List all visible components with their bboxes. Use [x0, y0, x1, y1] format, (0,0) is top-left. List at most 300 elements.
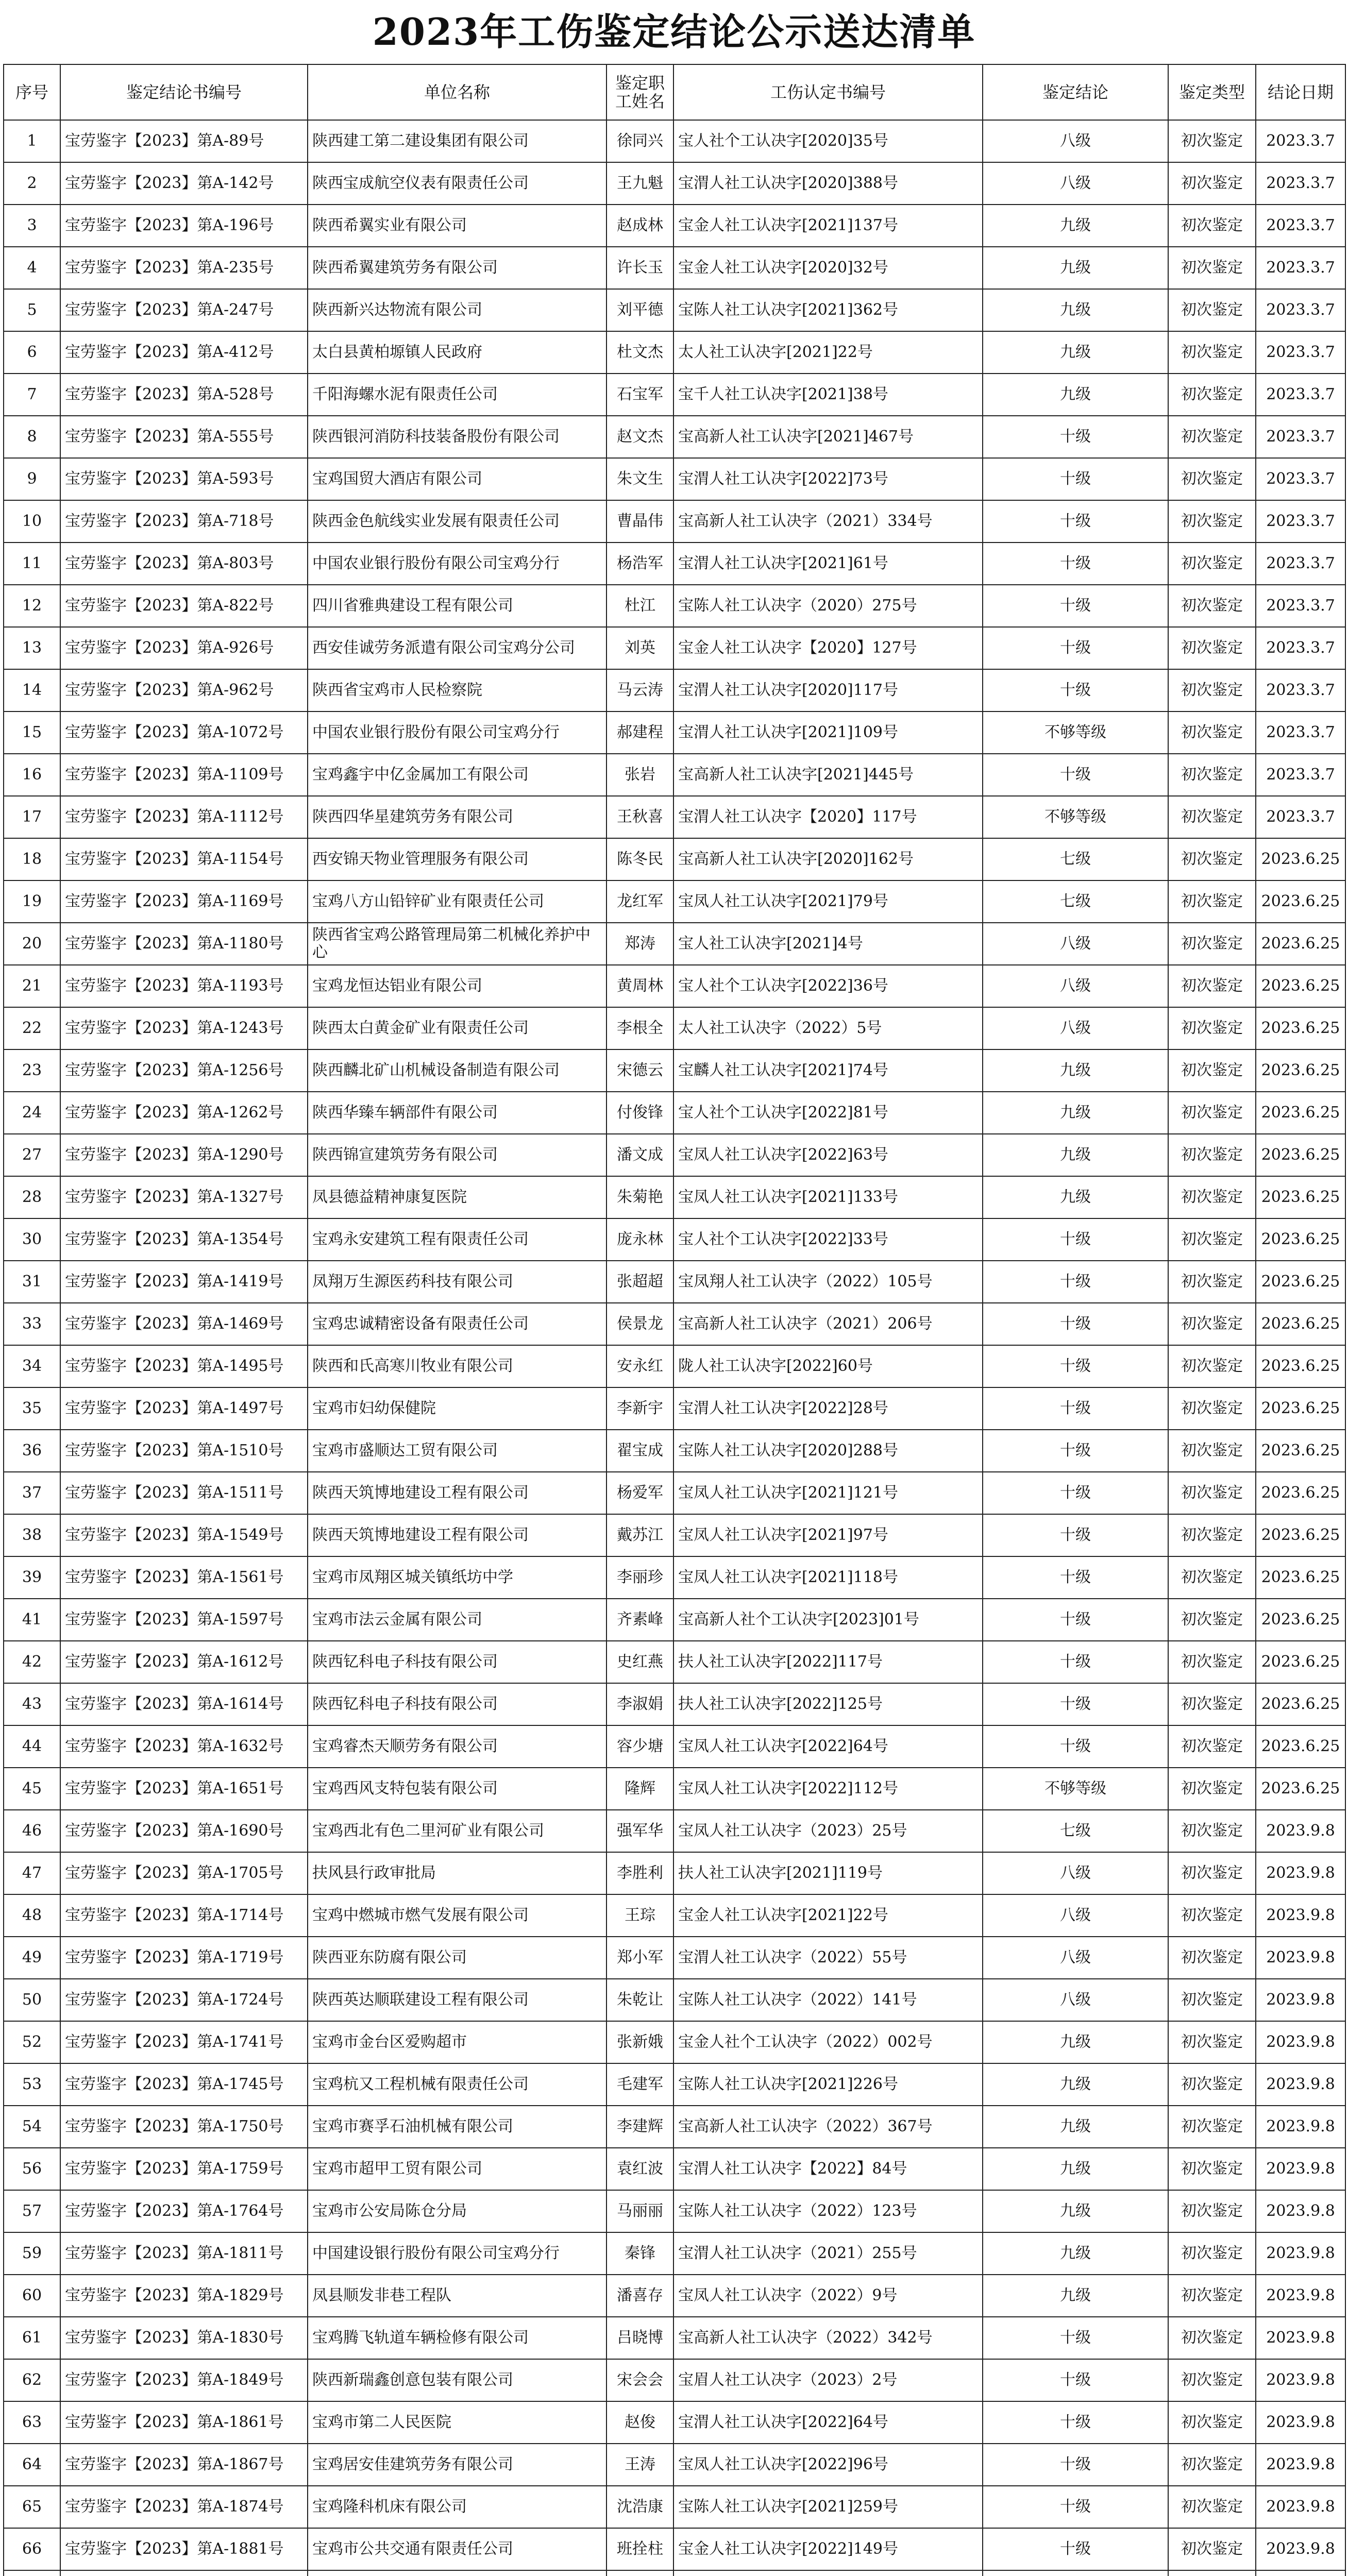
cell-index: 37: [4, 1472, 60, 1514]
cell-date: 2023.9.8: [1256, 2232, 1345, 2275]
cell-date: 2023.6.25: [1256, 1007, 1345, 1049]
cell-index: 52: [4, 2021, 60, 2063]
table-row: [4, 627, 1345, 669]
cell-employer: 陕西建工第二建设集团有限公司: [308, 120, 606, 162]
table-row: [4, 2148, 1345, 2190]
header-cell-injury-cert-no: 工伤认定书编号: [673, 64, 983, 120]
cell-employer: [308, 2570, 606, 2576]
cell-date: 2023.6.25: [1256, 1092, 1345, 1134]
cell-employer: 陕西新瑞鑫创意包装有限公司: [308, 2359, 606, 2401]
cell-conclusion: 十级: [983, 2317, 1168, 2359]
cell-worker-name: 赵俊: [606, 2401, 673, 2444]
cell-date: 2023.6.25: [1256, 1261, 1345, 1303]
table-row: [4, 374, 1345, 416]
cell-date: 2023.9.8: [1256, 2021, 1345, 2063]
table-row: [4, 1472, 1345, 1514]
table-row: [4, 205, 1345, 247]
table-row: [4, 1852, 1345, 1894]
cell-employer: 陕西四华星建筑劳务有限公司: [308, 796, 606, 838]
cell-conclusion-no: 宝劳鉴字【2023】第A-1262号: [60, 1092, 308, 1134]
cell-type: 初次鉴定: [1168, 2106, 1256, 2148]
cell-type: 初次鉴定: [1168, 838, 1256, 880]
cell-injury-cert-no: 宝人社个工认决字[2022]33号: [673, 1218, 983, 1261]
table-row: [4, 1641, 1345, 1683]
cell-type: 初次鉴定: [1168, 1007, 1256, 1049]
cell-employer: 西安锦天物业管理服务有限公司: [308, 838, 606, 880]
cell-conclusion-no: 宝劳鉴字【2023】第A-1829号: [60, 2275, 308, 2317]
cell-worker-name: 杨爱军: [606, 1472, 673, 1514]
cell-conclusion: 十级: [983, 1345, 1168, 1387]
cell-date: 2023.6.25: [1256, 1683, 1345, 1725]
cell-type: 初次鉴定: [1168, 1556, 1256, 1599]
cell-worker-name: 李淑娟: [606, 1683, 673, 1725]
cell-conclusion-no: 宝劳鉴字【2023】第A-1714号: [60, 1894, 308, 1937]
cell-date: 2023.3.7: [1256, 374, 1345, 416]
cell-type: 初次鉴定: [1168, 1345, 1256, 1387]
cell-employer: 宝鸡市金台区爱购超市: [308, 2021, 606, 2063]
table-row: [4, 1430, 1345, 1472]
cell-conclusion: 七级: [983, 880, 1168, 923]
cell-index: 59: [4, 2232, 60, 2275]
cell-conclusion-no: 宝劳鉴字【2023】第A-1651号: [60, 1768, 308, 1810]
cell-index: 66: [4, 2528, 60, 2570]
cell-conclusion-no: 宝劳鉴字【2023】第A-1759号: [60, 2148, 308, 2190]
cell-employer: 宝鸡市赛孚石油机械有限公司: [308, 2106, 606, 2148]
cell-type: 初次鉴定: [1168, 2190, 1256, 2232]
cell-date: 2023.9.8: [1256, 2317, 1345, 2359]
table-row: [4, 923, 1345, 965]
cell-injury-cert-no: 宝凤人社工认决字[2022]96号: [673, 2444, 983, 2486]
header-cell-conclusion-no: 鉴定结论书编号: [60, 64, 308, 120]
cell-conclusion: 十级: [983, 1683, 1168, 1725]
cell-worker-name: 石宝军: [606, 374, 673, 416]
cell-type: 初次鉴定: [1168, 2486, 1256, 2528]
cell-employer: 扶风县行政审批局: [308, 1852, 606, 1894]
cell-worker-name: 张岩: [606, 754, 673, 796]
cell-index: 20: [4, 923, 60, 965]
cell-conclusion: 九级: [983, 374, 1168, 416]
table-row: [4, 1768, 1345, 1810]
cell-date: 2023.6.25: [1256, 1768, 1345, 1810]
cell-injury-cert-no: 宝陈人社工认决字（2022）141号: [673, 1979, 983, 2021]
cell-date: 2023.6.25: [1256, 1430, 1345, 1472]
cell-employer: 陕西太白黄金矿业有限责任公司: [308, 1007, 606, 1049]
cell-conclusion: 十级: [983, 669, 1168, 711]
cell-type: 初次鉴定: [1168, 754, 1256, 796]
cell-injury-cert-no: 宝陈人社工认决字（2022）123号: [673, 2190, 983, 2232]
cell-conclusion: 九级: [983, 1176, 1168, 1218]
table-row: [4, 2401, 1345, 2444]
cell-injury-cert-no: 宝千人社工认决字[2021]38号: [673, 374, 983, 416]
cell-date: 2023.3.7: [1256, 458, 1345, 500]
cell-index: 4: [4, 247, 60, 289]
table-row: [4, 1387, 1345, 1430]
cell-employer: 中国农业银行股份有限公司宝鸡分行: [308, 543, 606, 585]
cell-conclusion-no: 宝劳鉴字【2023】第A-1497号: [60, 1387, 308, 1430]
cell-date: 2023.9.8: [1256, 2528, 1345, 2570]
cell-type: 初次鉴定: [1168, 923, 1256, 965]
cell-conclusion-no: 宝劳鉴字【2023】第A-718号: [60, 500, 308, 543]
cell-index: 8: [4, 416, 60, 458]
cell-employer: 宝鸡睿杰天顺劳务有限公司: [308, 1725, 606, 1768]
cell-employer: 陕西省宝鸡市人民检察院: [308, 669, 606, 711]
cell-conclusion: 十级: [983, 416, 1168, 458]
table-row: [4, 2570, 1345, 2576]
cell-conclusion: 九级: [983, 1049, 1168, 1092]
table-row: [4, 416, 1345, 458]
cell-date: 2023.3.7: [1256, 162, 1345, 205]
cell-type: 初次鉴定: [1168, 1852, 1256, 1894]
table-row: [4, 247, 1345, 289]
cell-conclusion-no: 宝劳鉴字【2023】第A-1112号: [60, 796, 308, 838]
cell-index: 21: [4, 965, 60, 1007]
cell-date: 2023.6.25: [1256, 1599, 1345, 1641]
cell-conclusion: 九级: [983, 2275, 1168, 2317]
cell-index: 23: [4, 1049, 60, 1092]
cell-date: 2023.3.7: [1256, 711, 1345, 754]
cell-conclusion-no: 宝劳鉴字【2023】第A-1745号: [60, 2063, 308, 2106]
cell-injury-cert-no: 宝凤人社工认决字[2022]63号: [673, 1134, 983, 1176]
cell-injury-cert-no: 扶人社工认决字[2022]117号: [673, 1641, 983, 1683]
header-cell-worker-name: 鉴定职工姓名: [606, 64, 673, 120]
table-row: [4, 1134, 1345, 1176]
cell-injury-cert-no: 宝凤人社工认决字[2021]133号: [673, 1176, 983, 1218]
cell-worker-name: 龙红军: [606, 880, 673, 923]
cell-employer: 陕西钇科电子科技有限公司: [308, 1641, 606, 1683]
cell-date: 2023.9.8: [1256, 2106, 1345, 2148]
cell-type: 初次鉴定: [1168, 374, 1256, 416]
cell-employer: 陕西天筑博地建设工程有限公司: [308, 1514, 606, 1556]
cell-date: 2023.3.7: [1256, 754, 1345, 796]
cell-index: 14: [4, 669, 60, 711]
table-row: [4, 2528, 1345, 2570]
table-row: [4, 543, 1345, 585]
cell-injury-cert-no: 宝高新人社工认决字[2020]162号: [673, 838, 983, 880]
cell-worker-name: 秦锋: [606, 2232, 673, 2275]
table-row: [4, 1810, 1345, 1852]
cell-injury-cert-no: 宝金人社个工认决字（2022）002号: [673, 2021, 983, 2063]
table-row: [4, 2317, 1345, 2359]
cell-injury-cert-no: 太人社工认决字（2022）5号: [673, 1007, 983, 1049]
cell-conclusion: 十级: [983, 2444, 1168, 2486]
table-row: [4, 458, 1345, 500]
cell-conclusion: 十级: [983, 458, 1168, 500]
cell-injury-cert-no: 宝高新人社工认决字[2021]445号: [673, 754, 983, 796]
cell-date: 2023.9.8: [1256, 2148, 1345, 2190]
table-row: [4, 1725, 1345, 1768]
cell-type: 初次鉴定: [1168, 1218, 1256, 1261]
cell-type: 初次鉴定: [1168, 2063, 1256, 2106]
cell-injury-cert-no: 扶人社工认决字[2022]125号: [673, 1683, 983, 1725]
cell-conclusion-no: 宝劳鉴字【2023】第A-593号: [60, 458, 308, 500]
cell-conclusion-no: 宝劳鉴字【2023】第A-1764号: [60, 2190, 308, 2232]
cell-date: 2023.6.25: [1256, 923, 1345, 965]
cell-worker-name: 徐同兴: [606, 120, 673, 162]
cell-index: 33: [4, 1303, 60, 1345]
cell-conclusion-no: 宝劳鉴字【2023】第A-1290号: [60, 1134, 308, 1176]
cell-employer: 宝鸡西风支特包装有限公司: [308, 1768, 606, 1810]
table-row: [4, 289, 1345, 331]
cell-injury-cert-no: 宝渭人社工认决字[2022]73号: [673, 458, 983, 500]
cell-conclusion: 九级: [983, 2232, 1168, 2275]
cell-index: 64: [4, 2444, 60, 2486]
cell-conclusion-no: [60, 2570, 308, 2576]
cell-index: 49: [4, 1937, 60, 1979]
cell-conclusion: 九级: [983, 247, 1168, 289]
cell-date: 2023.6.25: [1256, 1556, 1345, 1599]
cell-injury-cert-no: 宝眉人社工认决字（2023）2号: [673, 2359, 983, 2401]
cell-type: 初次鉴定: [1168, 1430, 1256, 1472]
cell-injury-cert-no: 宝高新人社工认决字（2021）334号: [673, 500, 983, 543]
cell-type: 初次鉴定: [1168, 669, 1256, 711]
cell-injury-cert-no: 宝高新人社工认决字（2022）367号: [673, 2106, 983, 2148]
cell-employer: 陕西新兴达物流有限公司: [308, 289, 606, 331]
cell-type: 初次鉴定: [1168, 1134, 1256, 1176]
cell-date: 2023.3.7: [1256, 416, 1345, 458]
cell-worker-name: [606, 2570, 673, 2576]
table-row: [4, 2359, 1345, 2401]
cell-date: 2023.6.25: [1256, 1176, 1345, 1218]
cell-date: 2023.9.8: [1256, 2063, 1345, 2106]
cell-employer: 凤县顺发非巷工程队: [308, 2275, 606, 2317]
cell-conclusion-no: 宝劳鉴字【2023】第A-1811号: [60, 2232, 308, 2275]
table-row: [4, 2275, 1345, 2317]
cell-conclusion-no: 宝劳鉴字【2023】第A-1614号: [60, 1683, 308, 1725]
cell-type: 初次鉴定: [1168, 1387, 1256, 1430]
table-row: [4, 880, 1345, 923]
cell-employer: 陕西天筑博地建设工程有限公司: [308, 1472, 606, 1514]
cell-worker-name: 潘文成: [606, 1134, 673, 1176]
cell-employer: 凤县德益精神康复医院: [308, 1176, 606, 1218]
cell-conclusion-no: 宝劳鉴字【2023】第A-1849号: [60, 2359, 308, 2401]
cell-index: 15: [4, 711, 60, 754]
cell-date: 2023.3.7: [1256, 289, 1345, 331]
table-row: [4, 1937, 1345, 1979]
cell-conclusion-no: 宝劳鉴字【2023】第A-1243号: [60, 1007, 308, 1049]
cell-type: 初次鉴定: [1168, 1092, 1256, 1134]
cell-date: 2023.6.25: [1256, 1218, 1345, 1261]
cell-index: 56: [4, 2148, 60, 2190]
cell-worker-name: 朱文生: [606, 458, 673, 500]
cell-employer: 宝鸡腾飞轨道车辆检修有限公司: [308, 2317, 606, 2359]
cell-worker-name: 曹晶伟: [606, 500, 673, 543]
cell-conclusion: 八级: [983, 1979, 1168, 2021]
cell-index: 5: [4, 289, 60, 331]
table-row: [4, 120, 1345, 162]
cell-employer: 宝鸡市盛顺达工贸有限公司: [308, 1430, 606, 1472]
cell-worker-name: 黄周林: [606, 965, 673, 1007]
table-row: [4, 2190, 1345, 2232]
cell-employer: 宝鸡忠诚精密设备有限责任公司: [308, 1303, 606, 1345]
cell-conclusion-no: 宝劳鉴字【2023】第A-1193号: [60, 965, 308, 1007]
cell-index: 13: [4, 627, 60, 669]
cell-worker-name: 马云涛: [606, 669, 673, 711]
cell-type: 初次鉴定: [1168, 120, 1256, 162]
cell-type: 初次鉴定: [1168, 1937, 1256, 1979]
table-row: [4, 1261, 1345, 1303]
cell-worker-name: 潘喜存: [606, 2275, 673, 2317]
cell-conclusion-no: 宝劳鉴字【2023】第A-1881号: [60, 2528, 308, 2570]
cell-conclusion: 十级: [983, 1261, 1168, 1303]
cell-conclusion-no: 宝劳鉴字【2023】第A-1354号: [60, 1218, 308, 1261]
cell-conclusion-no: 宝劳鉴字【2023】第A-962号: [60, 669, 308, 711]
cell-conclusion: 八级: [983, 1852, 1168, 1894]
cell-date: 2023.3.7: [1256, 669, 1345, 711]
table-row: [4, 1007, 1345, 1049]
cell-date: 2023.3.7: [1256, 796, 1345, 838]
cell-worker-name: 班拴柱: [606, 2528, 673, 2570]
cell-conclusion-no: 宝劳鉴字【2023】第A-1632号: [60, 1725, 308, 1768]
cell-conclusion: 九级: [983, 2021, 1168, 2063]
cell-worker-name: 赵文杰: [606, 416, 673, 458]
cell-worker-name: 郑小军: [606, 1937, 673, 1979]
cell-worker-name: 史红燕: [606, 1641, 673, 1683]
cell-injury-cert-no: 宝高新人社个工认决字[2023]01号: [673, 1599, 983, 1641]
table-row: [4, 2021, 1345, 2063]
cell-worker-name: 隆辉: [606, 1768, 673, 1810]
cell-conclusion: 十级: [983, 1514, 1168, 1556]
cell-index: 6: [4, 331, 60, 374]
cell-worker-name: 郝建程: [606, 711, 673, 754]
cell-index: 60: [4, 2275, 60, 2317]
cell-conclusion-no: 宝劳鉴字【2023】第A-1180号: [60, 923, 308, 965]
cell-worker-name: 李新宇: [606, 1387, 673, 1430]
cell-type: 初次鉴定: [1168, 162, 1256, 205]
cell-conclusion-no: 宝劳鉴字【2023】第A-1154号: [60, 838, 308, 880]
cell-conclusion: 八级: [983, 162, 1168, 205]
cell-type: 初次鉴定: [1168, 2401, 1256, 2444]
cell-employer: 宝鸡市法云金属有限公司: [308, 1599, 606, 1641]
cell-employer: 宝鸡市第二人民医院: [308, 2401, 606, 2444]
cell-employer: 四川省雅典建设工程有限公司: [308, 585, 606, 627]
cell-type: 初次鉴定: [1168, 2317, 1256, 2359]
table-row: [4, 2106, 1345, 2148]
cell-employer: 凤翔万生源医药科技有限公司: [308, 1261, 606, 1303]
table-row: [4, 331, 1345, 374]
cell-injury-cert-no: 宝渭人社工认决字[2020]117号: [673, 669, 983, 711]
cell-employer: 陕西银河消防科技装备股份有限公司: [308, 416, 606, 458]
cell-conclusion-no: 宝劳鉴字【2023】第A-1469号: [60, 1303, 308, 1345]
cell-employer: 千阳海螺水泥有限责任公司: [308, 374, 606, 416]
cell-injury-cert-no: 宝渭人社工认决字（2021）255号: [673, 2232, 983, 2275]
cell-type: 初次鉴定: [1168, 627, 1256, 669]
cell-injury-cert-no: 宝凤翔人社工认决字（2022）105号: [673, 1261, 983, 1303]
cell-injury-cert-no: 宝高新人社工认决字（2021）206号: [673, 1303, 983, 1345]
cell-injury-cert-no: 宝凤人社工认决字（2022）9号: [673, 2275, 983, 2317]
cell-injury-cert-no: 宝渭人社工认决字【2020】117号: [673, 796, 983, 838]
table-row: [4, 162, 1345, 205]
cell-conclusion: 十级: [983, 1556, 1168, 1599]
cell-injury-cert-no: 宝金人社工认决字[2022]149号: [673, 2528, 983, 2570]
cell-worker-name: 刘平德: [606, 289, 673, 331]
table-body: [4, 120, 1345, 2576]
table-row: [4, 669, 1345, 711]
header-cell-conclusion: 鉴定结论: [983, 64, 1168, 120]
cell-index: 61: [4, 2317, 60, 2359]
cell-index: 63: [4, 2401, 60, 2444]
cell-worker-name: 朱乾让: [606, 1979, 673, 2021]
cell-index: 45: [4, 1768, 60, 1810]
cell-injury-cert-no: 宝凤人社工认决字[2021]118号: [673, 1556, 983, 1599]
cell-index: 18: [4, 838, 60, 880]
cell-type: 初次鉴定: [1168, 205, 1256, 247]
cell-date: 2023.6.25: [1256, 1387, 1345, 1430]
cell-conclusion-no: 宝劳鉴字【2023】第A-89号: [60, 120, 308, 162]
cell-conclusion-no: 宝劳鉴字【2023】第A-1072号: [60, 711, 308, 754]
cell-employer: 陕西金色航线实业发展有限责任公司: [308, 500, 606, 543]
cell-injury-cert-no: 宝陈人社工认决字（2020）275号: [673, 585, 983, 627]
cell-type: 初次鉴定: [1168, 1810, 1256, 1852]
cell-type: 初次鉴定: [1168, 2148, 1256, 2190]
cell-worker-name: 宋会会: [606, 2359, 673, 2401]
cell-worker-name: 赵成林: [606, 205, 673, 247]
cell-employer: 宝鸡市公安局陈仓分局: [308, 2190, 606, 2232]
cell-index: [4, 2570, 60, 2576]
cell-type: 初次鉴定: [1168, 2359, 1256, 2401]
cell-conclusion-no: 宝劳鉴字【2023】第A-1510号: [60, 1430, 308, 1472]
header-cell-employer: 单位名称: [308, 64, 606, 120]
cell-conclusion-no: 宝劳鉴字【2023】第A-1561号: [60, 1556, 308, 1599]
cell-conclusion: 九级: [983, 331, 1168, 374]
cell-conclusion-no: 宝劳鉴字【2023】第A-412号: [60, 331, 308, 374]
cell-date: 2023.3.7: [1256, 331, 1345, 374]
cell-employer: 宝鸡市超甲工贸有限公司: [308, 2148, 606, 2190]
cell-worker-name: 强军华: [606, 1810, 673, 1852]
cell-worker-name: 王九魁: [606, 162, 673, 205]
cell-conclusion-no: 宝劳鉴字【2023】第A-1690号: [60, 1810, 308, 1852]
cell-injury-cert-no: 宝人社工认决字[2021]4号: [673, 923, 983, 965]
cell-conclusion: 九级: [983, 205, 1168, 247]
cell-conclusion-no: 宝劳鉴字【2023】第A-1495号: [60, 1345, 308, 1387]
cell-conclusion: 十级: [983, 1303, 1168, 1345]
cell-worker-name: 宋德云: [606, 1049, 673, 1092]
cell-worker-name: 张新娥: [606, 2021, 673, 2063]
cell-type: 初次鉴定: [1168, 247, 1256, 289]
cell-index: 46: [4, 1810, 60, 1852]
cell-index: 34: [4, 1345, 60, 1387]
cell-employer: 宝鸡市凤翔区城关镇纸坊中学: [308, 1556, 606, 1599]
cell-type: 初次鉴定: [1168, 2275, 1256, 2317]
cell-type: 初次鉴定: [1168, 711, 1256, 754]
cell-type: 初次鉴定: [1168, 500, 1256, 543]
cell-index: 36: [4, 1430, 60, 1472]
cell-conclusion: 八级: [983, 965, 1168, 1007]
table-row: [4, 1979, 1345, 2021]
cell-conclusion: 八级: [983, 1007, 1168, 1049]
cell-injury-cert-no: 扶人社工认决字[2021]119号: [673, 1852, 983, 1894]
cell-date: 2023.3.7: [1256, 120, 1345, 162]
cell-conclusion: 八级: [983, 923, 1168, 965]
cell-worker-name: 王涛: [606, 2444, 673, 2486]
table-row: [4, 500, 1345, 543]
cell-employer: 陕西省宝鸡公路管理局第二机械化养护中心: [308, 923, 606, 965]
table-row: [4, 2444, 1345, 2486]
cell-employer: 陕西钇科电子科技有限公司: [308, 1683, 606, 1725]
cell-employer: 宝鸡龙恒达铝业有限公司: [308, 965, 606, 1007]
cell-conclusion: 十级: [983, 1430, 1168, 1472]
cell-worker-name: 付俊锋: [606, 1092, 673, 1134]
cell-injury-cert-no: 宝凤人社工认决字[2021]79号: [673, 880, 983, 923]
cell-conclusion-no: 宝劳鉴字【2023】第A-1549号: [60, 1514, 308, 1556]
cell-date: 2023.6.25: [1256, 1725, 1345, 1768]
cell-conclusion-no: 宝劳鉴字【2023】第A-1830号: [60, 2317, 308, 2359]
table-header-row: [4, 64, 1345, 120]
cell-conclusion: 八级: [983, 1937, 1168, 1979]
cell-index: 27: [4, 1134, 60, 1176]
cell-employer: 陕西华臻车辆部件有限公司: [308, 1092, 606, 1134]
cell-date: 2023.6.25: [1256, 1345, 1345, 1387]
cell-type: 初次鉴定: [1168, 1768, 1256, 1810]
